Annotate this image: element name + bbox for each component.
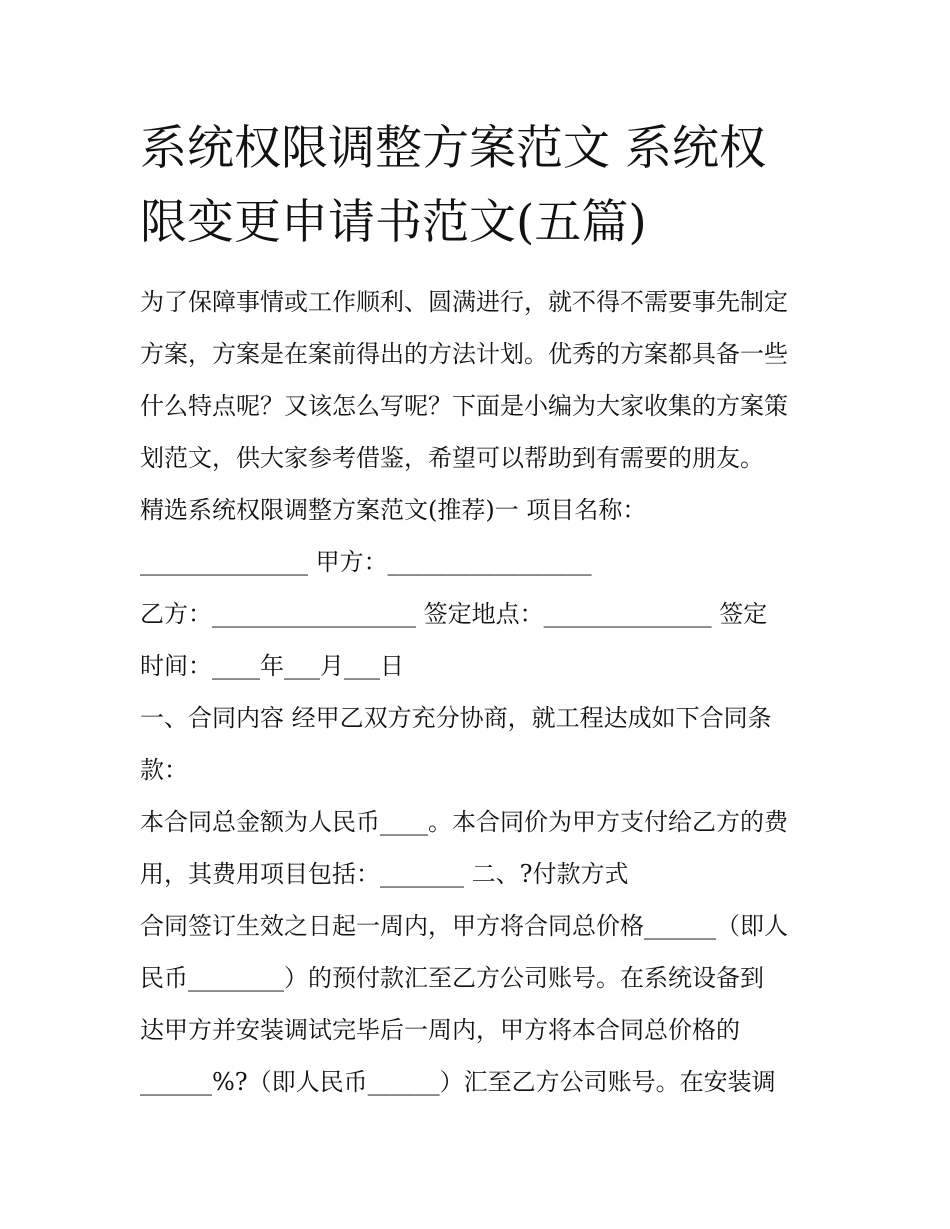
body-line: 用，其费用项目包括：_______ 二、?付款方式 — [140, 860, 629, 888]
document-title — [140, 112, 830, 260]
body-line: 什么特点呢？又该怎么写呢？下面是小编为大家收集的方案策 — [140, 392, 788, 420]
body-line: 为了保障事情或工作顺利、圆满进行，就不得不需要事先制定 — [140, 288, 788, 316]
body-line: 合同签订生效之日起一周内，甲方将合同总价格______（即人 — [140, 912, 788, 940]
body-line: 精选系统权限调整方案范文(推荐)一 项目名称： — [140, 496, 647, 524]
title-line: 限变更申请书范文(五篇) — [140, 195, 647, 250]
body-line: 一、合同内容 经甲乙双方充分协商，就工程达成如下合同条 — [140, 704, 772, 732]
body-line: ______%?（即人民币______）汇至乙方公司账号。在安装调 — [140, 1068, 776, 1096]
title-line: 系统权限调整方案范文 系统权 — [140, 121, 766, 176]
body-line: 款： — [140, 756, 188, 784]
body-line: 方案，方案是在案前得出的方法计划。优秀的方案都具备一些 — [140, 340, 788, 368]
body-line: 划范文，供大家参考借鉴，希望可以帮助到有需要的朋友。 — [140, 444, 764, 472]
body-line: 乙方：_________________ 签定地点：______________ 签定 — [140, 600, 768, 628]
body-line: 时间：____年___月___日 — [140, 652, 404, 680]
body-line: 达甲方并安装调试完毕后一周内，甲方将本合同总价格的 — [140, 1016, 740, 1044]
body-line: 民币________）的预付款汇至乙方公司账号。在系统设备到 — [140, 964, 764, 992]
body-line: ______________ 甲方：_________________ — [140, 548, 592, 576]
document-body — [140, 276, 820, 1108]
body-line: 本合同总金额为人民币____。本合同价为甲方支付给乙方的费 — [140, 808, 788, 836]
